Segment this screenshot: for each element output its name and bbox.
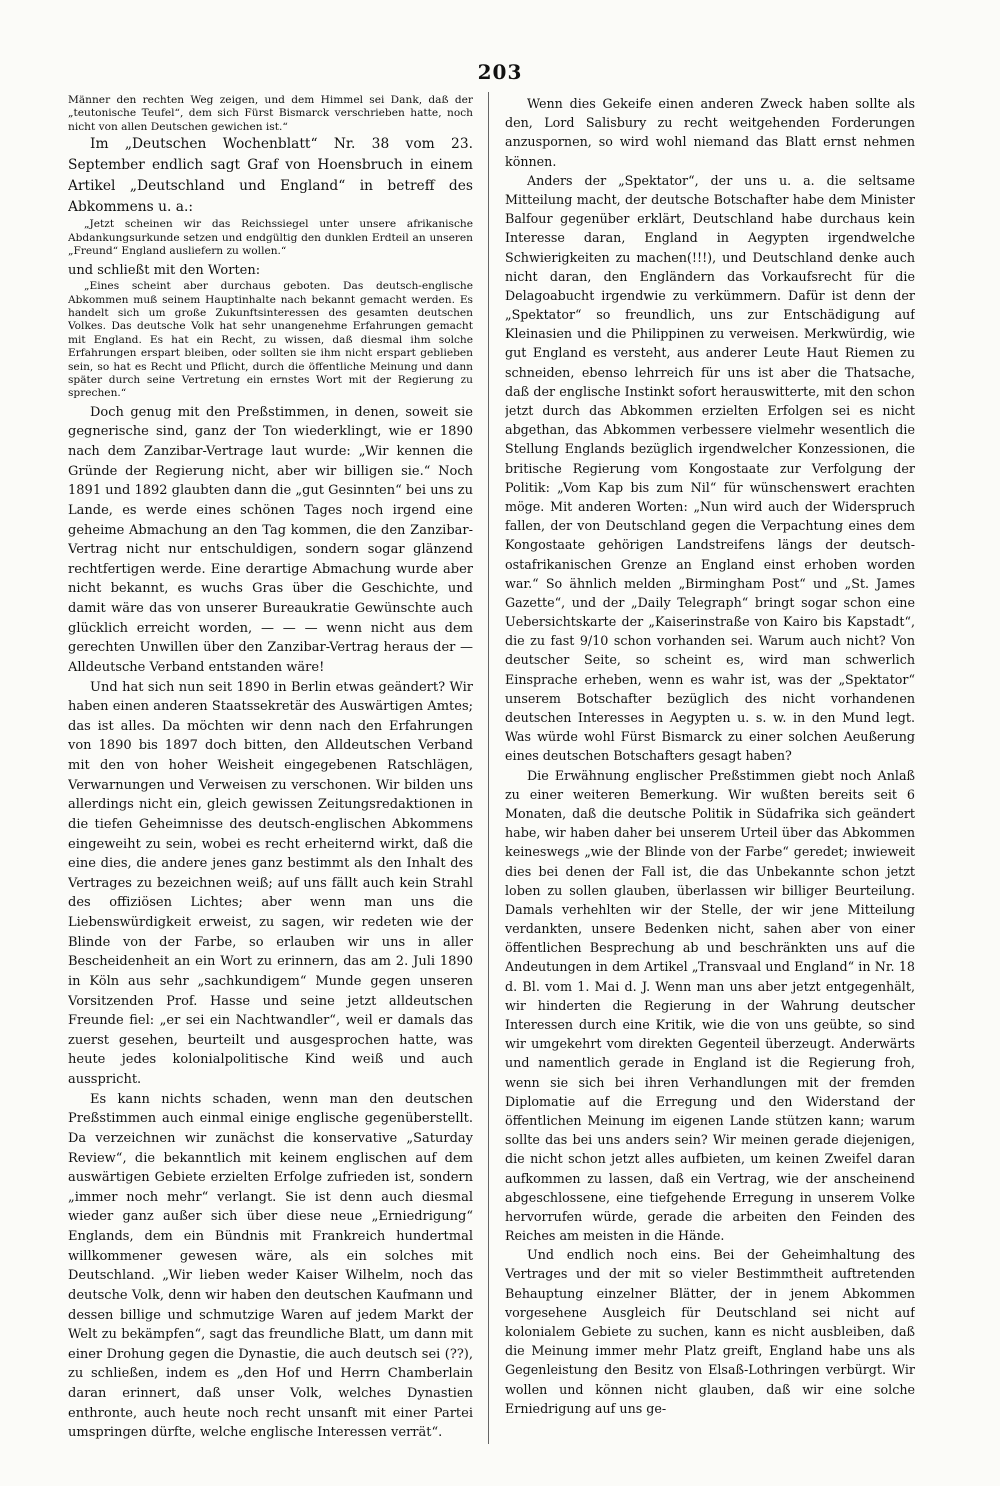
block-quote: „Eines scheint aber durchaus geboten. Das deutsch-englische Abkommen muß seinem Hauptinhalte nach bekannt gemacht werden. Es handelt sich um große Zukunftsinteressen des gesamten deutschen Volkes. Das deutsche Volk hat sehr unangenehme Erfahrungen gemacht mit England. Es hat ein Recht, zu wissen, daß diesmal ihm solche Erfahrungen erspart bleiben, oder sollten sie ihm nicht erspart geblieben sein, so hat es Recht und Pflicht, durch die öffentliche Meinung und dann später durch seine Vertretung ein ernstes Wort mit der Regierung zu sprechen.“	[68, 280, 473, 400]
paragraph: Anders der „Spektator“, der uns u. a. die seltsame Mitteilung macht, der deutsche Botschafter habe dem Minister Balfour gegenüber erklärt, Deutschland habe durchaus kein Interesse daran, England in Aegypten irgendwelche Schwierigkeiten zu machen(!!!), und Deutschland denke auch nicht daran, den Engländern das Vorkaufsrecht für die Delagoabucht irgendwie zu verkümmern. Dafür ist denn der „Spektator“ so freundlich, uns zur Entschädigung auf Kleinasien und die Philippinen zu verweisen. Merkwürdig, wie gut England es versteht, aus anderer Leute Haut Riemen zu schneiden, ebenso lehrreich für uns ist aber die Thatsache, daß der englische Instinkt sofort herauswitterte, mit den schon jetzt durch das Abkommen erzielten Erfolgen sei es nicht abgethan, das Abkommen verbessere vielmehr wesentlich die Stellung Englands bezüglich irgendwelcher Konzessionen, die britische Regierung vom Kongostaate zur Verfolgung der Politik: „Vom Kap bis zum Nil“ für wünschenswert erachten möge. Mit anderen Worten: „Nun wird auch der Widerspruch fallen, der von Deutschland gegen die Verpachtung eines dem Kongostaate gehörigen Landstreifens längs der deutsch-ostafrikanischen Grenze an England einst erhoben worden war.“ So ähnlich melden „Birmingham Post“ und „St. James Gazette“, und der „Daily Telegraph“ bringt sogar schon eine Uebersichtskarte der „Kaiserinstraße von Kairo bis Kapstadt“, die zu fast 9/10 schon vorhanden sei. Warum auch nicht? Von deutscher Seite, so scheint es, wird man schwerlich Einsprache erheben, wenn es wahr ist, was der „Spektator“ unserem Botschafter bezüglich des nicht vorhandenen deutschen Interesses in Aegypten u. s. w. in den Mund legt. Was würde wohl Fürst Bismarck zu einer solchen Aeußerung eines deutschen Botschafters gesagt haben?	[505, 172, 915, 764]
left-column	[68, 94, 473, 1444]
column-divider	[488, 92, 489, 1444]
block-quote: „Jetzt scheinen wir das Reichssiegel unter unsere afrikanische Abdankungsurkunde setzen und endgültig den dunklen Erdteil an unseren „Freund“ England ausliefern zu wollen.“	[68, 218, 473, 258]
paragraph: und schließt mit den Worten:	[68, 262, 261, 278]
paragraph: Und endlich noch eins. Bei der Geheimhaltung des Vertrages und der mit so vieler Bestimmtheit auftretenden Behauptung einzelner Blätter, der in jenem Abkommen vorgesehene Ausgleich für Deutschland sei nicht auf kolonialem Gebiete zu suchen, kann es nicht ausbleiben, daß die Meinung immer mehr Platz greift, England habe uns als Gegenleistung den Besitz von Elsaß-Lothringen verbürgt. Wir wollen und können nicht glauben, daß wir eine solche Erniedrigung auf uns ge-	[505, 1247, 915, 1416]
right-column	[505, 94, 915, 1444]
paragraph: Und hat sich nun seit 1890 in Berlin etwas geändert? Wir haben einen anderen Staatssekretär des Auswärtigen Amtes; das ist alles. Da möchten wir denn nach den Erfahrungen von 1890 bis 1897 doch bitten, den Alldeutschen Verband mit den von hoher Weisheit eingegebenen Ratschlägen, Verwarnungen und Verweisen zu verschonen. Wir bilden uns allerdings nicht ein, gleich gewissen Zeitungsredaktionen in die tiefen Geheimnisse des deutsch-englischen Abkommens eingeweiht zu sein, wobei es recht erheiternd wirkt, daß die eine dies, die andere jenes ganz bestimmt als den Inhalt des Vertrages zu bezeichnen weiß; auf uns fällt auch kein Strahl des offiziösen Lichtes; aber wenn man uns die Liebenswürdigkeit erweist, zu sagen, wir redeten wie der Blinde von der Farbe, so erlauben wir uns in aller Bescheidenheit an ein Wort zu erinnern, das am 2. Juli 1890 in Köln aus sehr „sachkundigem“ Munde gegen unseren Vorsitzenden Prof. Hasse und seine jetzt alldeutschen Freunde fiel: „er sei ein Nachtwandler“, weil er damals das zuerst gesehen, beurteilt und ausgesprochen hatte, was heute jedes kolonialpolitische Kind weiß und auch ausspricht.	[68, 679, 473, 1088]
paragraph: Es kann nichts schaden, wenn man den deutschen Preßstimmen auch einmal einige englische gegenüberstellt. Da verzeichnen wir zunächst die konservative „Saturday Review“, die bekanntlich mit keinem englischen auf dem auswärtigen Gebiete erzielten Erfolge zufrieden ist, sondern „immer noch mehr“ verlangt. Sie ist denn auch diesmal wieder ganz außer sich über diese neue „Erniedrigung“ Englands, dem ein Bündnis mit Frankreich hundertmal willkommener gewesen wäre, als ein solches mit Deutschland. „Wir lieben weder Kaiser Wilhelm, noch das deutsche Volk, denn wir haben den deutschen Kaufmann und dessen billige und schmutzige Waren auf jedem Markt der Welt zu bekämpfen“, sagt das freundliche Blatt, um dann mit einer Drohung gegen die Dynastie, die auch deutsch sei (??), zu schließen, indem es „den Hof und Herrn Chamberlain daran erinnert, daß unser Volk, welches Dynastien enthronte, auch heute noch recht unsanft mit einer Partei umspringen dürfte, welche englische Interessen verrät“.	[68, 1091, 473, 1441]
paragraph: Im „Deutschen Wochenblatt“ Nr. 38 vom 23. September endlich sagt Graf von Hoensbruch in einem Artikel „Deutschland und England“ in betreff des Abkommens u. a.:	[68, 136, 473, 216]
paragraph: Wenn dies Gekeife einen anderen Zweck haben sollte als den, Lord Salisbury zu recht weitgehenden Forderungen anzuspornen, so wird wohl niemand das Blatt ernst nehmen können.	[505, 96, 915, 169]
paragraph: Doch genug mit den Preßstimmen, in denen, soweit sie gegnerische sind, ganz der Ton wiederklingt, wie er 1890 nach dem Zanzibar-Vertrage laut wurde: „Wir kennen die Gründe der Regierung nicht, aber wir billigen sie.“ Noch 1891 und 1892 glaubten dann die „gut Gesinnten“ bei uns zu Lande, es werde eines schönen Tages noch irgend eine geheime Abmachung an den Tag kommen, die den Zanzibar-Vertrag nicht nur entschuldigen, sondern sogar glänzend rechtfertigen werde. Eine derartige Abmachung wurde aber nicht bekannt, es wuchs Gras über die Geschichte, und damit wäre das von unserer Bureaukratie Gewünschte auch glücklich erreicht worden, — — — wenn nicht aus dem gerechten Unwillen über den Zanzibar-Vertrag heraus der — Alldeutsche Verband entstanden wäre!	[68, 404, 473, 675]
page-number: 203	[477, 60, 523, 84]
paragraph: Die Erwähnung englischer Preßstimmen giebt noch Anlaß zu einer weiteren Bemerkung. Wir wußten bereits seit 6 Monaten, daß die deutsche Politik in Südafrika sich geändert habe, wir haben daher bei unserem Urteil über das Abkommen keineswegs „wie der Blinde von der Farbe“ geredet; inwieweit dies bei denen der Fall ist, die das Unbekannte schon jetzt loben zu sollen glauben, überlassen wir billiger Beurteilung. Damals verhehlten wir der Stelle, der wir jene Mitteilung verdankten, unsere Bedenken nicht, sahen aber von einer öffentlichen Besprechung ab und beschränkten uns auf die Andeutungen in dem Artikel „Transvaal und England“ in Nr. 18 d. Bl. vom 1. Mai d. J. Wenn man uns aber jetzt entgegenhält, wir hinderten die Regierung in der Wahrung deutscher Interessen durch eine Kritik, wie die von uns geübte, so sind wir umgekehrt vom direkten Gegenteil überzeugt. Anderwärts und namentlich gerade in England ist die Regierung froh, wenn sie sich bei ihren Verhandlungen mit der fremden Diplomatie auf die Erregung und den Widerstand der öffentlichen Meinung im eigenen Lande stützen kann; warum sollte das bei uns anders sein? Wir meinen gerade diejenigen, die nicht schon jetzt alles aufbieten, um keinen Zweifel daran aufkommen zu lassen, daß ein Vertrag, wie der anscheinend abgeschlossene, eine tiefgehende Erregung in unserem Volke hervorrufen würde, gerade die arbeiten den Feinden des Reiches am meisten in die Hände.	[505, 767, 915, 1244]
paragraph: Männer den rechten Weg zeigen, und dem Himmel sei Dank, daß der „teutonische Teufel“, dem sich Fürst Bismarck verschrieben hatte, noch nicht von allen Deutschen gewichen ist.“	[68, 94, 473, 133]
